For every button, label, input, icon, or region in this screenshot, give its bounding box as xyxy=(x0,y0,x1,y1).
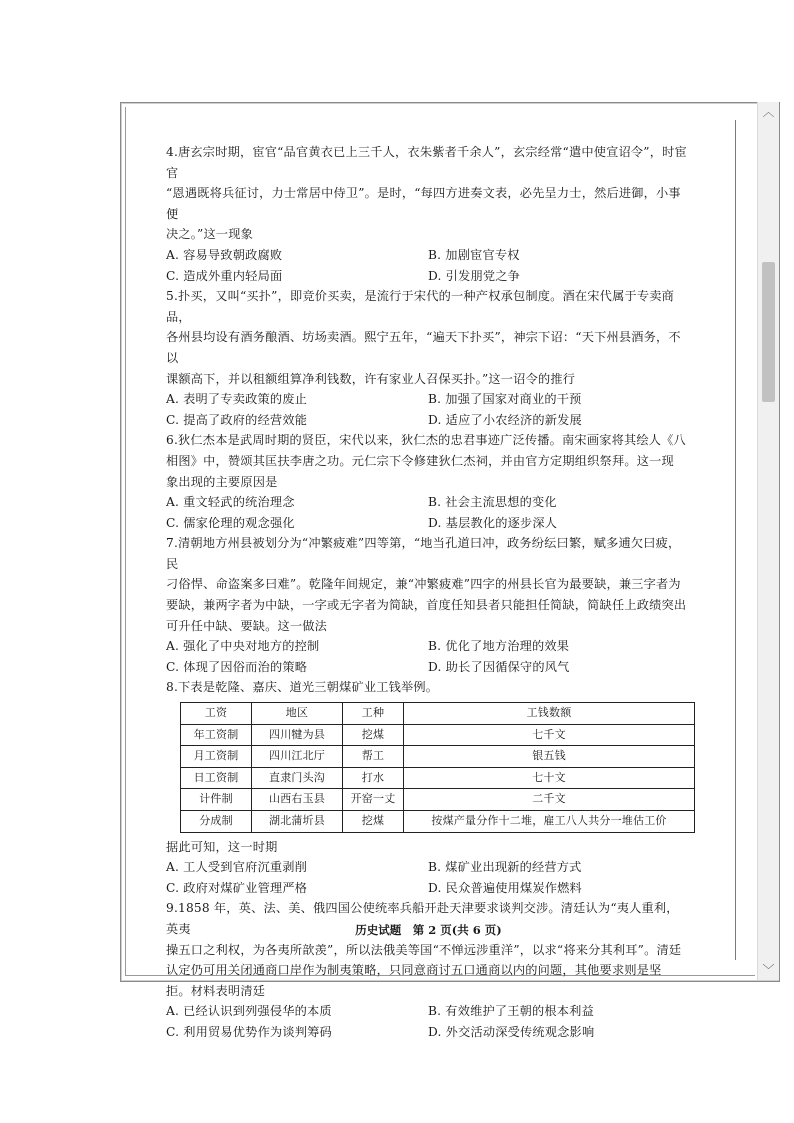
question-line: 象出现的主要原因是 xyxy=(166,474,278,489)
question-line: “恩遇既将兵征讨，力士常居中侍卫”。是时，“每四方进奏文表，必先呈力士，然后进御，小事便 xyxy=(166,186,681,221)
option-b: B. 有效维护了王朝的根本利益 xyxy=(428,1004,594,1019)
question-line: 刁俗悍、命盗案多曰难”。乾隆年间规定，兼“冲繁疲难”四字的州县长官为最要缺，兼三字者为 xyxy=(166,577,681,592)
wage-table xyxy=(180,702,695,833)
option-b: B. 社会主流思想的变化 xyxy=(428,495,557,510)
table-cell: 打水 xyxy=(343,767,404,789)
page-content xyxy=(166,142,691,1043)
option-d: D. 民众普遍使用煤炭作燃料 xyxy=(428,880,582,895)
options xyxy=(166,857,691,898)
question-line: 6.狄仁杰本是武周时期的贤臣，宋代以来，狄仁杰的忠君事迹广泛传播。南宋画家将其绘人《八 xyxy=(166,433,686,448)
question-line: 9.1858 年，英、法、美、俄四国公使统率兵船开赴天津要求谈判交涉。清廷认为“夷人重利，英夷 xyxy=(166,901,679,936)
question-line: 可升任中缺、要缺。这一做法 xyxy=(166,618,328,633)
table-cell: 七十文 xyxy=(404,767,695,789)
table-cell: 月工资制 xyxy=(181,746,252,768)
scroll-thumb[interactable] xyxy=(762,262,775,402)
page-frame-left xyxy=(125,107,126,975)
options xyxy=(166,245,691,286)
option-d: D. 助长了因循保守的风气 xyxy=(428,659,570,674)
table-cell: 分成制 xyxy=(181,811,252,833)
table-cell: 按煤产量分作十二堆，雇工八人共分一堆估工价 xyxy=(404,811,695,833)
option-c: C. 政府对煤矿业管理严格 xyxy=(166,880,308,895)
option-d: D. 外交活动深受传统观念影响 xyxy=(428,1024,595,1039)
option-c: C. 体现了因俗而治的策略 xyxy=(166,659,308,674)
table-cell: 四川江北厅 xyxy=(252,746,343,768)
option-d: D. 引发朋党之争 xyxy=(428,268,521,283)
table-cell: 挖煤 xyxy=(343,811,404,833)
option-c: C. 提高了政府的经营效能 xyxy=(166,412,308,427)
question-6 xyxy=(166,430,691,533)
question-line: 据此可知，这一时期 xyxy=(166,839,278,854)
option-b: B. 优化了地方治理的效果 xyxy=(428,639,570,654)
question-line: 相图》中，赞颂其匡扶李唐之功。元仁宗下令修建狄仁杰祠，并由官方定期组织祭拜。这一现 xyxy=(166,453,674,468)
option-a: A. 表明了专卖政策的废止 xyxy=(166,392,308,407)
question-line: 5.扑买，又叫“买扑”，即竞价买卖，是流行于宋代的一种产权承包制度。酒在宋代属于专卖商品， xyxy=(166,289,675,324)
table-row xyxy=(181,724,695,746)
options xyxy=(166,492,691,533)
table-cell: 帮工 xyxy=(343,746,404,768)
table-cell: 二千文 xyxy=(404,789,695,811)
question-line: 8.下表是乾隆、嘉庆、道光三朝煤矿业工钱举例。 xyxy=(166,680,439,695)
question-line: 课额高下，并以租额组算净利钱数，许有家业人召保买扑。”这一诏令的推行 xyxy=(166,371,576,386)
table-cell: 开窑一丈 xyxy=(343,789,404,811)
table-cell: 山西右玉县 xyxy=(252,789,343,811)
table-header-row xyxy=(181,703,695,725)
option-c: C. 利用贸易优势作为谈判筹码 xyxy=(166,1024,332,1039)
table-cell: 四川犍为县 xyxy=(252,724,343,746)
vertical-scrollbar[interactable] xyxy=(757,102,779,980)
question-4 xyxy=(166,142,691,286)
option-c: C. 儒家伦理的观念强化 xyxy=(166,515,295,530)
table-cell: 计件制 xyxy=(181,789,252,811)
table-row xyxy=(181,789,695,811)
options xyxy=(166,1001,691,1042)
question-line: 7.清朝地方州县被划分为“冲繁疲难”四等第，“地当孔道曰冲，政务纷纭曰繁，赋多逋欠曰疲，民 xyxy=(166,536,681,571)
table-header: 工钱数额 xyxy=(404,703,695,725)
question-line: 拒。材料表明清廷 xyxy=(166,983,266,998)
question-line: 4.唐玄宗时期，宦官“品官黄衣已上三千人，衣朱紫者千余人”，玄宗经常“遣中使宣诏令”，时宦官 xyxy=(166,145,687,180)
question-5 xyxy=(166,286,691,430)
table-cell: 直隶门头沟 xyxy=(252,767,343,789)
question-line: 各州县均设有酒务酿酒、坊场卖酒。熙宁五年，“遍天下扑买”，神宗下诏：“天下州县酒务，不以 xyxy=(166,330,681,365)
question-8 xyxy=(166,677,691,898)
question-line: 要缺，兼两字者为中缺，一字或无字者为简缺，首度任知县者只能担任简缺，简缺任上政绩突出 xyxy=(166,598,687,613)
option-b: B. 加强了国家对商业的干预 xyxy=(428,392,582,407)
page-footer: 历史试题 第 2 页(共 6 页) xyxy=(355,923,502,937)
table-cell: 七千文 xyxy=(404,724,695,746)
option-b: B. 煤矿业出现新的经营方式 xyxy=(428,860,582,875)
option-b: B. 加剧宦官专权 xyxy=(428,247,520,262)
page-frame-right xyxy=(735,120,736,960)
table-cell: 银五钱 xyxy=(404,746,695,768)
table-row xyxy=(181,767,695,789)
option-a: A. 重文轻武的统治理念 xyxy=(166,495,295,510)
options xyxy=(166,636,691,677)
option-d: D. 基层教化的逐步深人 xyxy=(428,515,558,530)
table-header: 工种 xyxy=(343,703,404,725)
table-cell: 湖北蒲圻县 xyxy=(252,811,343,833)
scroll-down-icon[interactable]: ﹀ xyxy=(762,963,775,977)
question-line: 决之。”这一现象 xyxy=(166,227,254,242)
table-cell: 日工资制 xyxy=(181,767,252,789)
option-a: A. 工人受到官府沉重剥削 xyxy=(166,860,308,875)
question-line: 认定仍可用关闭通商口岸作为制夷策略，只同意商讨五口通商以内的问题，其他要求则是坚 xyxy=(166,963,662,978)
table-row xyxy=(181,811,695,833)
question-line: 操五口之利权，为各夷所歆羡”，所以法俄美等国“不惮远涉重洋”，以求“将来分其利耳”。清廷 xyxy=(166,942,682,957)
options xyxy=(166,389,691,430)
scroll-up-icon[interactable]: ︿ xyxy=(762,105,775,119)
option-d: D. 适应了小农经济的新发展 xyxy=(428,412,582,427)
table-cell: 年工资制 xyxy=(181,724,252,746)
table-row xyxy=(181,746,695,768)
option-a: A. 强化了中央对地方的控制 xyxy=(166,639,320,654)
question-9 xyxy=(166,898,691,1042)
option-c: C. 造成外重内轻局面 xyxy=(166,268,283,283)
option-a: A. 已经认识到列强侵华的本质 xyxy=(166,1004,332,1019)
option-a: A. 容易导致朝政腐败 xyxy=(166,247,283,262)
question-7 xyxy=(166,533,691,677)
table-header: 地区 xyxy=(252,703,343,725)
table-header: 工资 xyxy=(181,703,252,725)
table-cell: 挖煤 xyxy=(343,724,404,746)
